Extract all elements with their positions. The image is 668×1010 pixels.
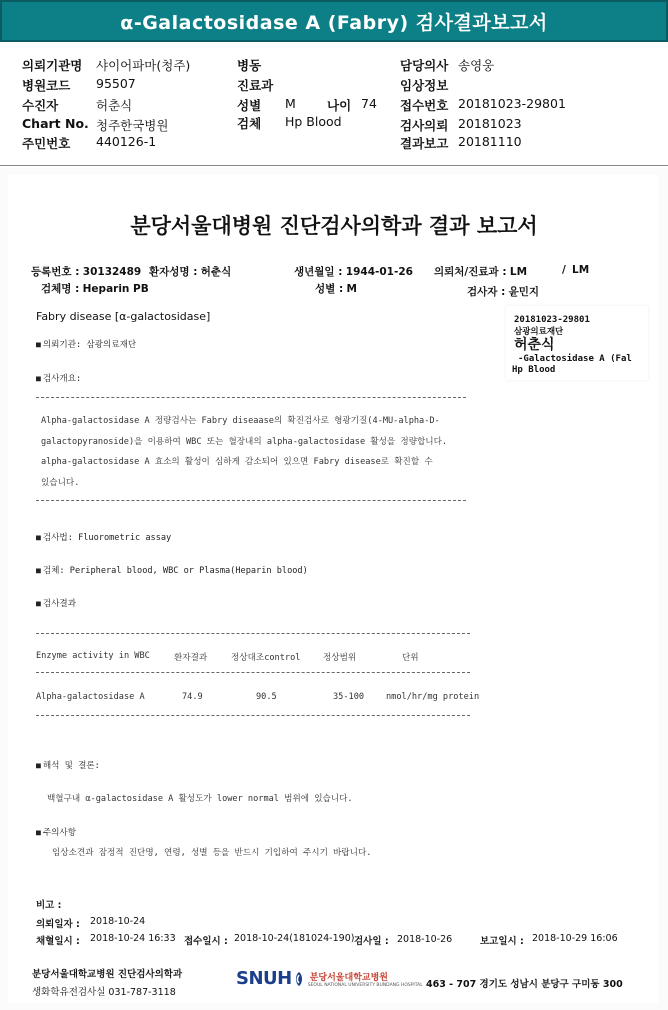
caution-text: 임상소견과 잠정적 진단명, 연령, 성별 등을 반드시 기입하여 주시기 바랍니다.	[52, 848, 372, 858]
result-patient-value: 74.9	[182, 692, 203, 702]
sticker-specimen: Hp Blood	[512, 365, 556, 375]
interpretation-heading: ■ 해석 및 결론:	[36, 759, 100, 771]
info-label: 담당의사	[400, 58, 449, 73]
overview-line: 있습니다.	[41, 478, 80, 488]
info-value: 74	[361, 96, 377, 111]
info-value: 20181023-29801	[458, 96, 566, 111]
table-header-range: 정상범위	[323, 653, 357, 663]
sticker-institution: 삼광의료재단	[514, 327, 564, 337]
table-header-patient: 환자결과	[174, 653, 208, 663]
info-label: 나이	[327, 98, 352, 113]
sex-label: 성별 :	[315, 283, 344, 295]
info-label: 결과보고	[400, 136, 449, 151]
specimen-value: Heparin PB	[82, 283, 149, 295]
info-value: 95507	[96, 76, 136, 91]
info-label: 의뢰기관명	[22, 58, 83, 73]
footer-dept: 분당서울대학교병원 진단검사의학과	[32, 969, 183, 980]
specimen-label-sticker	[506, 306, 648, 380]
table-header-unit: 단위	[402, 653, 419, 663]
logo-text: SNUH	[236, 968, 292, 989]
table-header-test: Enzyme activity in WBC	[36, 651, 150, 661]
scanned-report-title: 분당서울대병원 진단검사의학과 결과 보고서	[130, 214, 538, 238]
method-line: ■ 검사법: Fluorometric assay	[36, 531, 171, 543]
snuh-logo	[236, 968, 423, 989]
sex-value: M	[346, 283, 357, 295]
info-label: 수진자	[22, 98, 59, 113]
result-test-name: Alpha-galactosidase A	[36, 692, 145, 702]
interpretation-text: 백혈구내 α-galactosidase A 활성도가 lower normal 범위에 있습니다.	[47, 794, 353, 804]
reg-label: 등록번호 :	[31, 266, 80, 278]
divider	[36, 715, 470, 716]
patient-label: 환자성명 :	[149, 266, 198, 278]
info-label: 병동	[237, 58, 262, 73]
report-title: α-Galactosidase A (Fabry) 검사결과보고서	[120, 11, 548, 34]
caution-heading: ■ 주의사항	[36, 826, 76, 838]
tester-label: 검사자 :	[467, 286, 506, 298]
info-label: Chart No.	[22, 116, 89, 131]
info-label: 성별	[237, 98, 262, 113]
divider	[36, 397, 466, 398]
dob-value: 1944-01-26	[345, 266, 413, 278]
result-normal-range: 35-100	[333, 692, 365, 702]
receipt-value: 2018-10-24(181024-190)	[234, 933, 355, 944]
divider	[36, 500, 466, 501]
result-unit: nmol/hr/mg protein	[386, 692, 480, 702]
footer-lab: 생화학유전검사실 031-787-3118	[32, 987, 176, 998]
table-header-control: 정상대조control	[231, 653, 301, 663]
request-date-value: 2018-10-24	[90, 916, 146, 927]
sticker-test: -Galactosidase A (Fal	[518, 354, 632, 364]
divider	[36, 633, 470, 634]
logo-mark-icon	[292, 971, 306, 987]
dept-value: LM	[509, 266, 528, 278]
info-label: 진료과	[237, 78, 274, 93]
collect-value: 2018-10-24 16:33	[90, 933, 176, 944]
info-label: 주민번호	[22, 136, 71, 151]
sticker-patient: 허춘식	[514, 337, 555, 353]
result-heading: ■ 검사결과	[36, 597, 76, 609]
info-label: 임상정보	[400, 78, 449, 93]
info-value: 20181110	[458, 134, 522, 149]
patient-info-block	[0, 52, 668, 166]
info-value: 청주한국병원	[96, 118, 169, 133]
dept-value-2: LM	[572, 264, 590, 276]
dept-separator: /	[562, 264, 566, 276]
dept-label: 의뢰처/진료과 :	[434, 266, 507, 278]
sticker-accession: 20181023-29801	[514, 315, 590, 325]
logo-subtitle: SEOUL NATIONAL UNIVERSITY BUNDANG HOSPITAL	[307, 982, 423, 988]
reg-value: 30132489	[82, 266, 142, 278]
specimen-label: 검체명 :	[41, 283, 80, 295]
tester-value: 윤민지	[508, 286, 540, 298]
footer-address: 463 - 707 경기도 성남시 분당구 구미동 300	[426, 979, 623, 990]
overview-line: Alpha-galactosidase A 정량검사는 Fabry diseaase의 확진검사로 형광기질(4-MU-alpha-D-	[41, 416, 440, 426]
info-value: 허춘식	[96, 98, 133, 113]
report-title-bar	[0, 0, 668, 42]
patient-value: 허춘식	[200, 266, 232, 278]
receipt-label: 접수일시 :	[184, 936, 228, 947]
institution-line: ■ 의뢰기관: 삼광의료재단	[36, 338, 136, 350]
collect-label: 채혈일시 :	[36, 936, 80, 947]
note-label: 비고 :	[36, 900, 62, 911]
test-date-label: 검사일 :	[354, 936, 389, 947]
info-value: 20181023	[458, 116, 522, 131]
info-value: 샤이어파마(청주)	[96, 58, 191, 73]
divider	[36, 672, 470, 673]
logo-hospital: 분당서울대학교병원	[309, 972, 388, 983]
info-label: 검사의뢰	[400, 118, 449, 133]
request-date-label: 의뢰일자 :	[36, 919, 80, 930]
info-value: 송영웅	[458, 58, 495, 73]
info-label: 접수번호	[400, 98, 449, 113]
specimen-line: ■ 검체: Peripheral blood, WBC or Plasma(Heparin blood)	[36, 564, 308, 576]
info-label: 병원코드	[22, 78, 71, 93]
test-name: Fabry disease [α-galactosidase]	[36, 310, 211, 323]
report-date-value: 2018-10-29 16:06	[532, 933, 618, 944]
info-value: M	[285, 96, 296, 111]
info-value: 440126-1	[96, 134, 157, 149]
test-date-value: 2018-10-26	[397, 934, 453, 945]
overview-line: alpha-galactosidase A 효소의 활성이 심하게 감소되어 있으면 Fabry disease로 확진할 수	[41, 457, 433, 467]
dob-label: 생년월일 :	[294, 266, 343, 278]
overview-heading: ■ 검사개요:	[36, 372, 81, 384]
info-label: 검체	[237, 116, 262, 131]
info-value: Hp Blood	[285, 114, 342, 129]
overview-line: galactopyranoside)을 이용하여 WBC 또는 혈장내의 alpha-galactosidase 활성을 정량합니다.	[41, 437, 448, 447]
report-date-label: 보고일시 :	[480, 936, 524, 947]
scanned-report-page	[8, 175, 658, 1003]
result-control-value: 90.5	[256, 692, 277, 702]
